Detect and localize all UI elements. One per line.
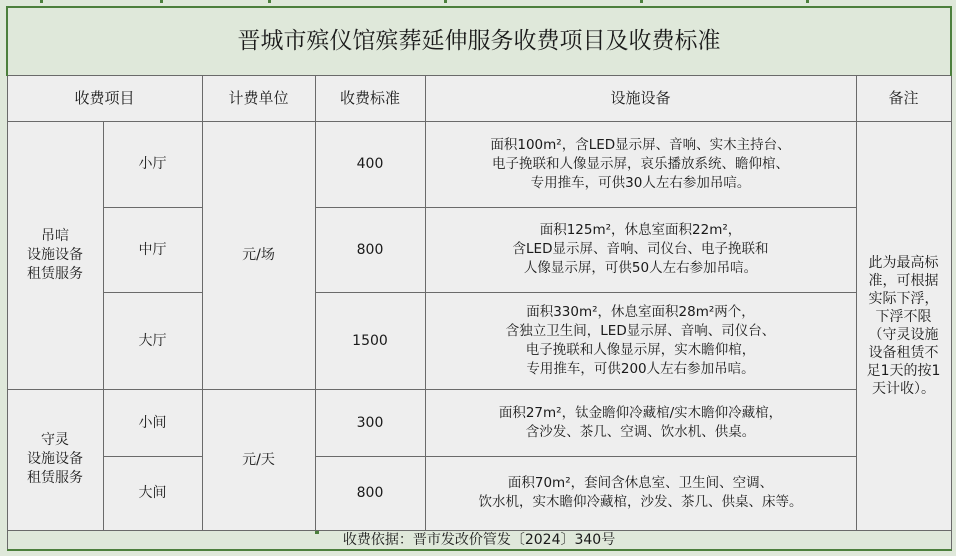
cell-marker [160, 0, 163, 3]
facilities-cell[interactable]: 面积330m²，休息室面积28m²两个， 含独立卫生间，LED显示屏、音响、司仪台、 电子挽联和人像显示屏，实木瞻仰棺， 专用推车，可供200人左右参加吊唁。 [425, 292, 856, 389]
cell-marker [640, 0, 643, 3]
fee-table [6, 6, 952, 551]
header-item[interactable]: 收费项目 [7, 75, 202, 121]
price-cell[interactable]: 800 [315, 456, 425, 530]
facilities-cell[interactable]: 面积125m²，休息室面积22m²， 含LED显示屏、音响、司仪台、电子挽联和 人像显示屏，可供50人左右参加吊唁。 [425, 207, 856, 292]
facilities-cell[interactable]: 面积70m²，套间含休息室、卫生间、空调、 饮水机，实木瞻仰冷藏棺，沙发、茶几、供桌、床等。 [425, 456, 856, 530]
room-name[interactable]: 小厅 [103, 121, 202, 207]
unit-cell[interactable]: 元/场 [202, 121, 315, 389]
unit-cell[interactable]: 元/天 [202, 389, 315, 530]
cell-marker [444, 0, 447, 3]
header-unit[interactable]: 计费单位 [202, 75, 315, 121]
table-row [7, 121, 951, 207]
facilities-cell[interactable]: 面积100m²，含LED显示屏、音响、实木主持台、 电子挽联和人像显示屏，哀乐播放系统、瞻仰棺、 专用推车，可供30人左右参加吊唁。 [425, 121, 856, 207]
table-row [7, 456, 951, 530]
room-name[interactable]: 大厅 [103, 292, 202, 389]
table-row [7, 292, 951, 389]
cell-marker [268, 0, 271, 3]
price-cell[interactable]: 300 [315, 389, 425, 456]
remark-cell[interactable]: 此为最高标 准，可根据 实际下浮， 下浮不限 （守灵设施 设备租赁不 足1天的按1 天计收）。 [856, 121, 951, 530]
facilities-cell[interactable]: 面积27m²，钛金瞻仰冷藏棺/实木瞻仰冷藏棺， 含沙发、茶几、空调、饮水机、供桌。 [425, 389, 856, 456]
price-cell[interactable]: 400 [315, 121, 425, 207]
room-name[interactable]: 中厅 [103, 207, 202, 292]
group-name-mourning[interactable]: 吊唁 设施设备 租赁服务 [7, 121, 103, 389]
cell-marker [40, 0, 43, 3]
cell-marker [806, 0, 809, 3]
header-remark[interactable]: 备注 [856, 75, 951, 121]
table-row [7, 207, 951, 292]
table-row [7, 389, 951, 456]
room-name[interactable]: 小间 [103, 389, 202, 456]
price-cell[interactable]: 800 [315, 207, 425, 292]
group-name-vigil[interactable]: 守灵 设施设备 租赁服务 [7, 389, 103, 530]
table-title[interactable]: 晋城市殡仪馆殡葬延伸服务收费项目及收费标准 [7, 7, 951, 75]
header-facilities[interactable]: 设施设备 [425, 75, 856, 121]
room-name[interactable]: 大间 [103, 456, 202, 530]
header-row [7, 75, 951, 121]
footer-basis[interactable]: 收费依据：晋市发改价管发〔2024〕340号 [7, 530, 951, 550]
header-price[interactable]: 收费标准 [315, 75, 425, 121]
price-cell[interactable]: 1500 [315, 292, 425, 389]
